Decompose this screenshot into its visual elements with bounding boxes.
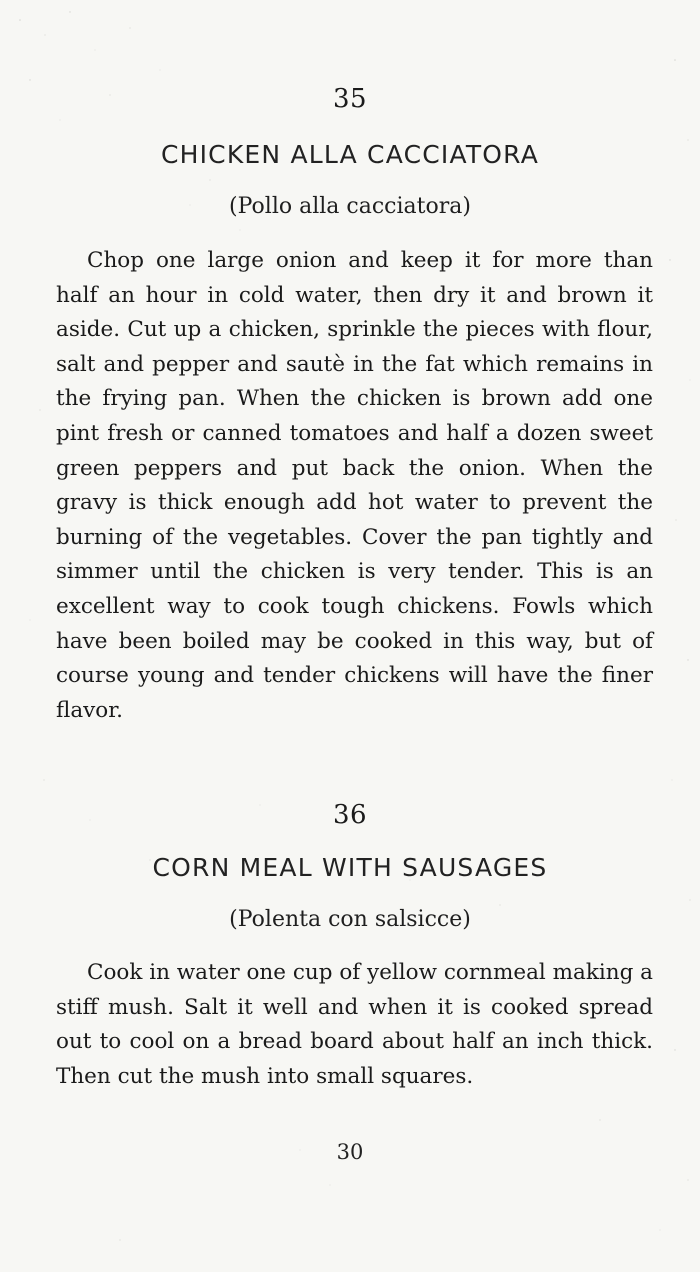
recipe-subtitle: (Polenta con salsicce) xyxy=(229,907,471,932)
page-number: 30 xyxy=(336,1140,364,1164)
recipe-instructions: Cook in water one cup of yellow cornmeal making a stiff mush. Salt it well and when it is cooked spread out to cool on a bread board about half an inch thick. Then cut the mush into small squares. xyxy=(56,960,653,1089)
recipe-subtitle: (Pollo alla cacciatora) xyxy=(229,194,471,219)
recipe-number: 35 xyxy=(332,84,368,114)
recipe-title: CHICKEN ALLA CACCIATORA xyxy=(160,140,540,169)
recipe-title: CORN MEAL WITH SAUSAGES xyxy=(152,853,548,882)
recipe-instructions: Chop one large onion and keep it for more than half an hour in cold water, then dry it and brown it aside. Cut up a chicken, sprinkle the pieces with flour, salt and pepper and sautè in the fat which remains in the frying pan. When the chicken is brown add one pint fresh or canned tomatoes and half a dozen sweet green peppers and put back the onion. When the gravy is thick enough add hot water to prevent the burning of the vegetables. Cover the pan tightly and simmer until the chicken is very tender. This is an excellent way to cook tough chickens. Fowls which have been boiled may be cooked in this way, but of course young and tender chickens will have the finer flavor. xyxy=(56,248,653,723)
recipe-number: 36 xyxy=(332,800,368,830)
